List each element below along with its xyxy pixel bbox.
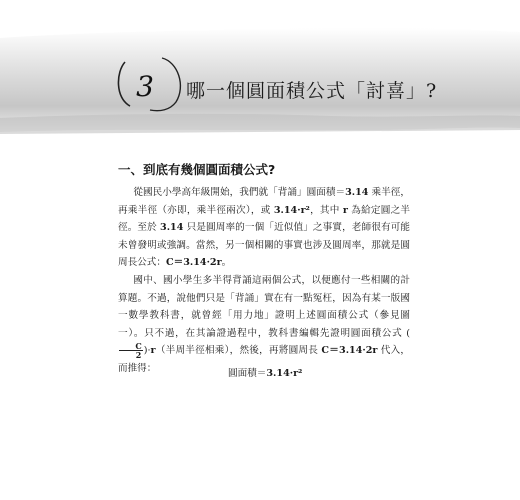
- bold-term: r: [342, 204, 348, 216]
- main-content: [118, 160, 410, 378]
- bold-term: 3.14: [345, 187, 369, 198]
- text-run: 國中、國小學生多半得背誦這兩個公式，以便應付一些相關的計算題。不過，說他們只是「背誦」實在有一點冤枉，因為有某一版國一數學教科書，就曾經「用力地」證明上述圓面積公式（參見圖一）。只不過，在其論證過程中，教科書編輯先證明圓面積公式 (: [118, 274, 410, 339]
- bold-term: C＝3.14·2r: [165, 257, 222, 269]
- text-run: ，其中: [309, 204, 343, 216]
- section-heading: 一、到底有幾個圓面積公式?: [118, 162, 276, 177]
- text-run: （半周半徑相乘），然後，再將圓周長: [155, 345, 322, 357]
- fraction: [119, 342, 143, 359]
- paragraph-1: [118, 184, 410, 272]
- text-run: )·: [143, 345, 151, 357]
- text-run: 。: [221, 257, 232, 269]
- text-run: 為給定圓之半徑。至於: [118, 204, 410, 234]
- chapter-title: 哪一個圓面積公式「討喜」?: [186, 80, 438, 102]
- formula-label: 圓面積＝: [228, 368, 267, 379]
- bold-term: 3.14·r²: [273, 204, 310, 216]
- text-run: 乘半徑，再乘半徑（亦即，乘半徑兩次），或: [118, 187, 410, 216]
- fraction-denominator: 2: [135, 350, 142, 361]
- bold-term: C＝3.14·2r: [321, 345, 378, 357]
- paragraph-2: [118, 272, 410, 378]
- chapter-header: [0, 0, 520, 140]
- chapter-number: 3: [136, 70, 154, 103]
- fraction-numerator: C: [119, 342, 143, 351]
- text-run: 只是圓周率的一個「近似值」之事實，老師很有可能未曾發明或強調。當然，另一個相關的事實也涉及圓周率，那就是圓周長公式：: [118, 222, 410, 269]
- brush-band: [0, 0, 520, 140]
- bold-term: 3.14: [160, 222, 184, 234]
- text-run: 代入，而推得：: [118, 345, 410, 374]
- bold-term: r: [150, 345, 156, 357]
- area-formula: [228, 365, 302, 379]
- text-run: 從國民小學高年級開始，我們就「背誦」圓面積＝: [133, 187, 346, 198]
- formula-expression: 3.14·r²: [266, 368, 303, 379]
